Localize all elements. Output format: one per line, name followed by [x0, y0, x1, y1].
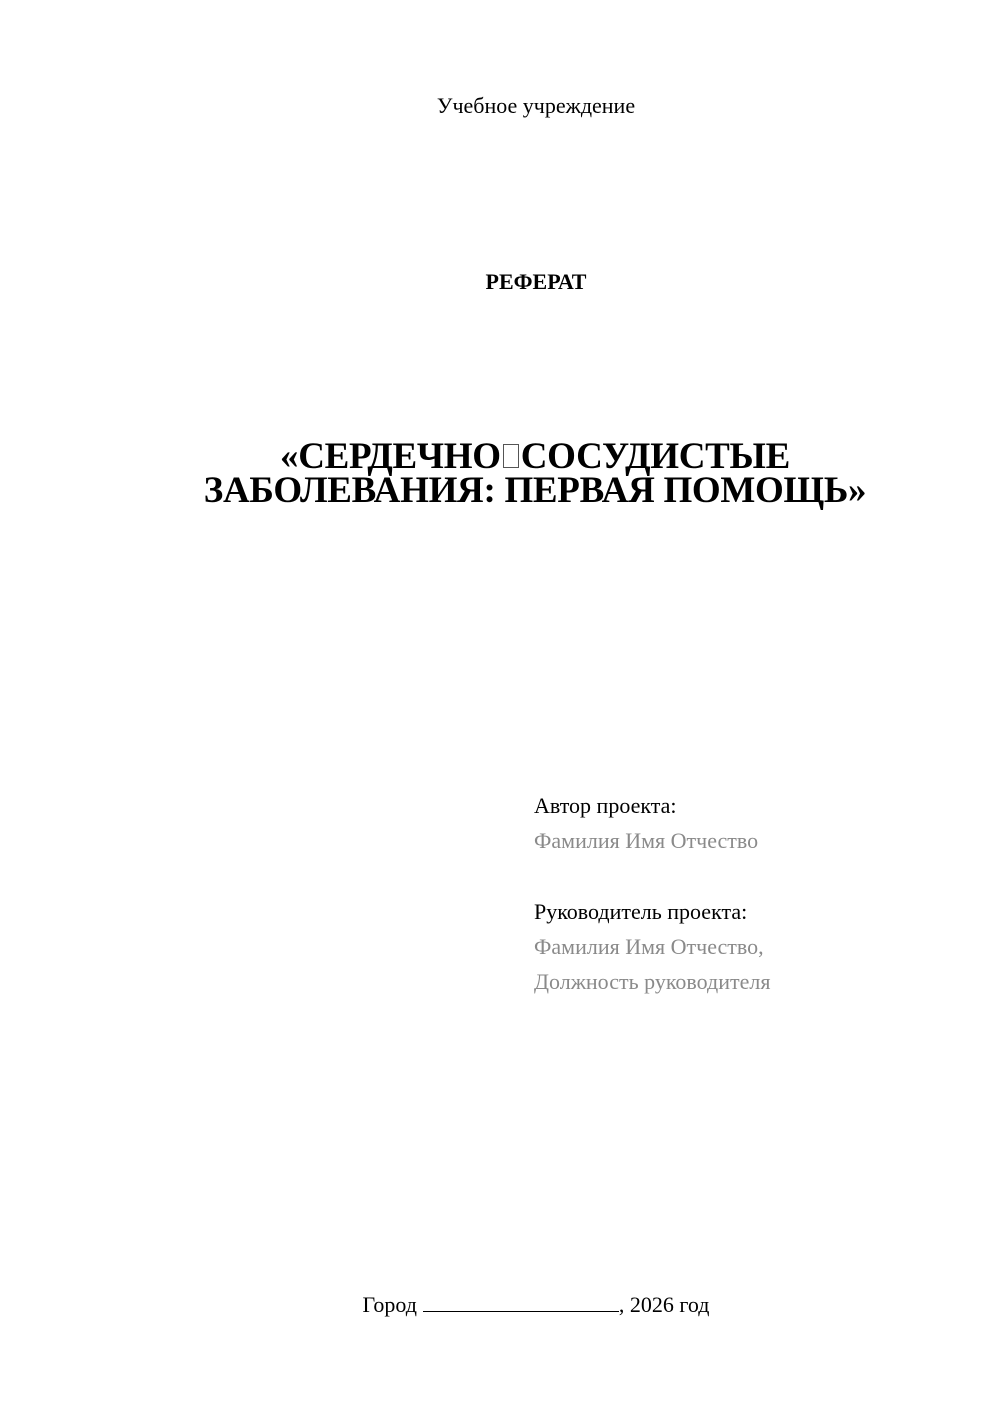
author-label: Автор проекта: — [534, 793, 677, 818]
supervisor-position: Должность руководителя — [534, 969, 771, 994]
city-year-line — [0, 1291, 1000, 1319]
document-title — [150, 436, 920, 511]
institution-name: Учебное учреждение — [436, 93, 636, 118]
supervisor-label: Руководитель проекта: — [534, 899, 748, 924]
title-line1-part2: СОСУДИСТЫЕ — [520, 436, 790, 477]
missing-glyph-box — [503, 444, 519, 468]
document-type: РЕФЕРАТ — [485, 269, 587, 294]
city-label: Город — [362, 1292, 417, 1317]
project-info — [534, 788, 974, 999]
supervisor-name: Фамилия Имя Отчество, — [534, 934, 764, 959]
title-line2: ЗАБОЛЕВАНИЯ: ПЕРВАЯ ПОМОЩЬ» — [203, 470, 867, 511]
author-name: Фамилия Имя Отчество — [534, 828, 759, 853]
title-line1-part1: «СЕРДЕЧНО — [280, 436, 501, 477]
spacer — [534, 858, 974, 894]
year-text: , 2026 год — [618, 1292, 710, 1317]
city-blank-line — [423, 1291, 619, 1312]
